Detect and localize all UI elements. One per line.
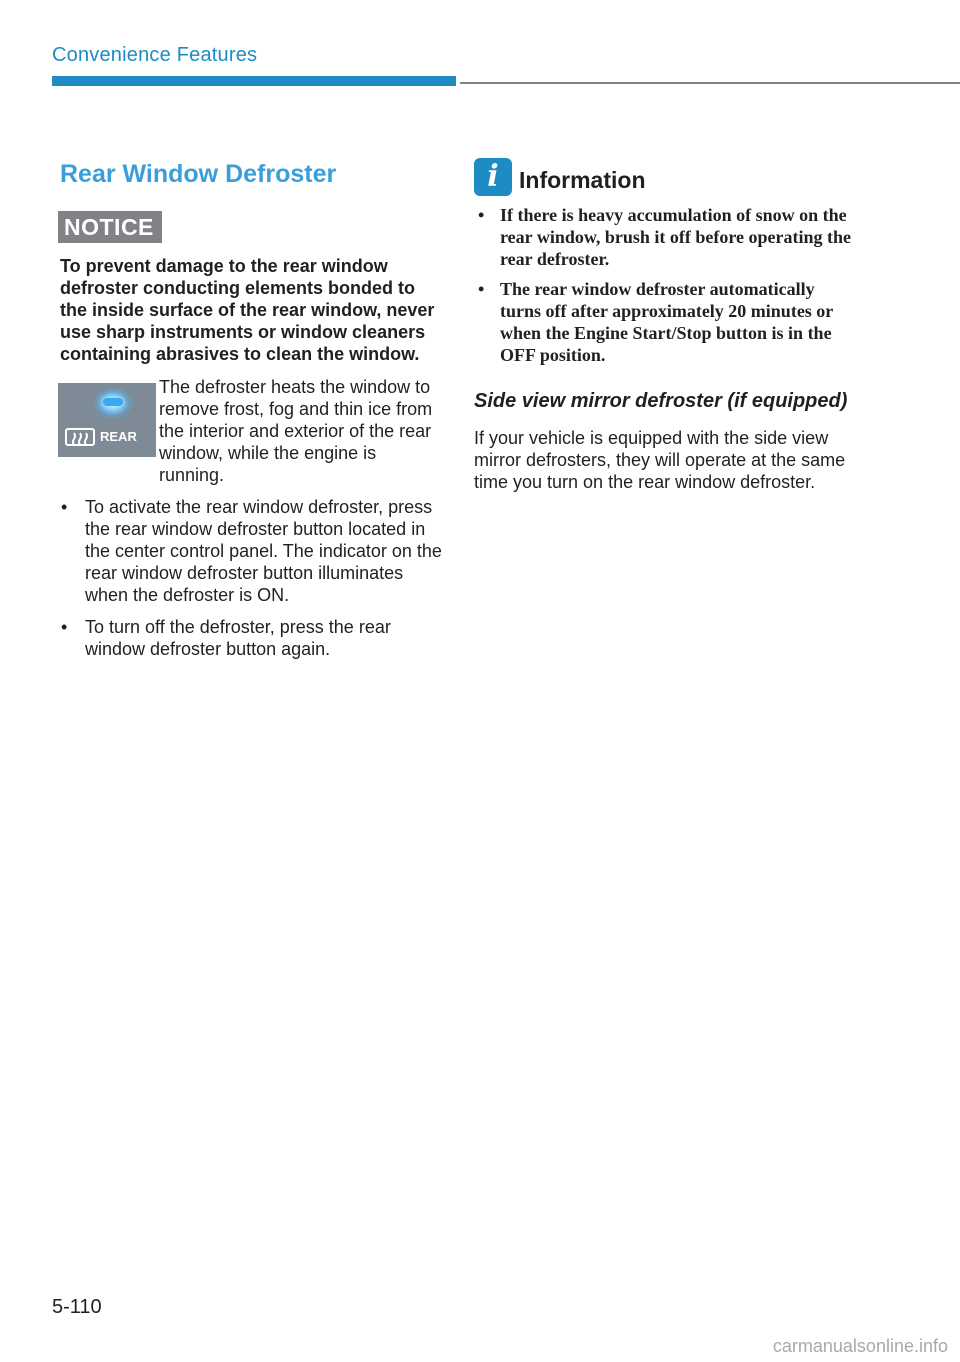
- list-item-text: If there is heavy accumulation of snow on the rear window, brush it off before operating the rear defroster.: [500, 205, 851, 269]
- page-number: 5-110: [52, 1296, 102, 1318]
- left-column: [58, 158, 442, 660]
- bullet-icon: •: [61, 617, 68, 637]
- bullet-icon: •: [478, 205, 485, 225]
- rear-defrost-icon: [64, 427, 96, 453]
- header-rule: [460, 82, 960, 84]
- side-mirror-heading: Side view mirror defroster (if equipped): [474, 390, 848, 412]
- notice-text: To prevent damage to the rear window defroster conducting elements bonded to the inside surface of the rear window, never use sharp instruments or window cleaners containing abrasives to clean the window.: [60, 256, 435, 364]
- defroster-description-row: [58, 377, 442, 486]
- side-mirror-text: If your vehicle is equipped with the side view mirror defrosters, they will operate at the same time you turn on the rear window defroster.: [474, 428, 846, 492]
- bullet-icon: •: [478, 279, 485, 299]
- information-list: [474, 204, 854, 366]
- defroster-description: The defroster heats the window to remove frost, fog and thin ice from the interior and exterior of the rear window, while the engine is running.: [159, 377, 433, 485]
- information-header: [474, 158, 854, 196]
- rear-defroster-button-image: [58, 383, 156, 457]
- list-item: [474, 278, 854, 366]
- right-column: [474, 158, 854, 493]
- information-title: Information: [519, 167, 646, 193]
- section-header: Convenience Features: [52, 44, 258, 66]
- bullet-icon: •: [61, 497, 68, 517]
- list-item-text: To activate the rear window defroster, press the rear window defroster button located in the center control panel. The indicator on the rear window defroster button illuminates when the defroster is ON.: [85, 497, 442, 605]
- list-item: [58, 496, 442, 606]
- page-title: Rear Window Defroster: [60, 160, 337, 188]
- header-rule-accent: [52, 76, 456, 86]
- list-item-text: The rear window defroster automatically turns off after approximately 20 minutes or when the Engine Start/Stop button is in the OFF position.: [500, 279, 833, 365]
- list-item: [474, 204, 854, 270]
- list-item: [58, 616, 442, 660]
- instruction-list: [58, 496, 442, 660]
- notice-badge: NOTICE: [58, 211, 162, 243]
- list-item-text: To turn off the defroster, press the rear window defroster button again.: [85, 617, 391, 659]
- info-icon: i: [474, 158, 512, 196]
- rear-button-label: REAR: [100, 429, 137, 444]
- watermark: carmanualsonline.info: [772, 1336, 948, 1356]
- indicator-light-icon: [103, 398, 123, 406]
